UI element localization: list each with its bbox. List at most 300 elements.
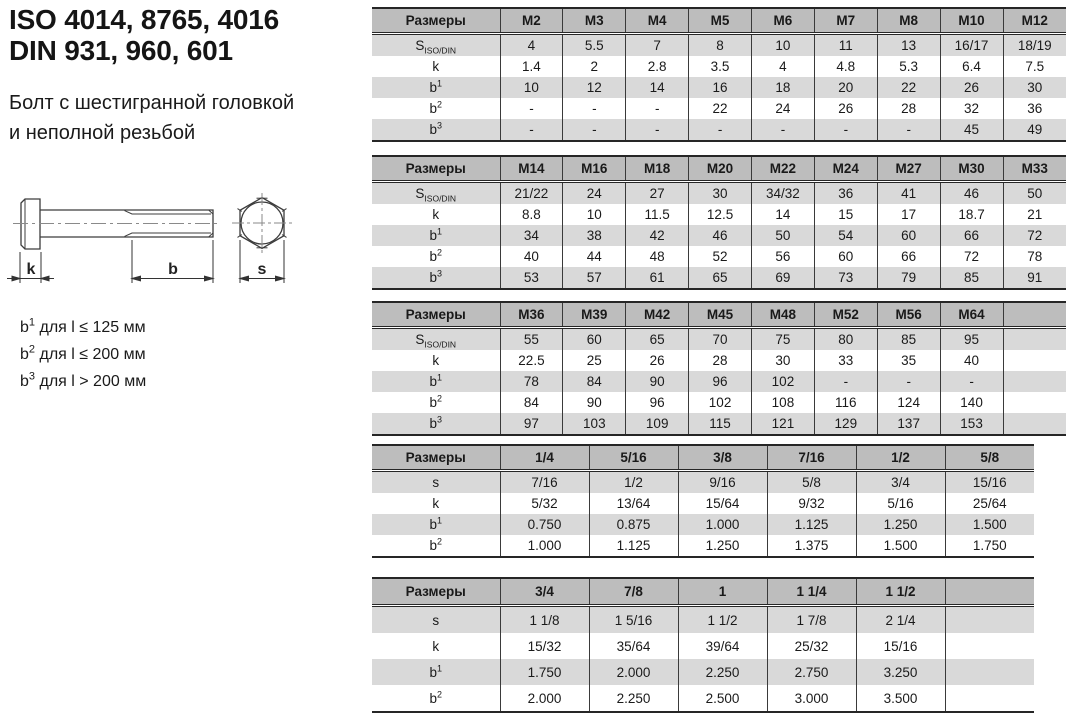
value-cell: 7	[626, 34, 689, 57]
column-header: 1/4	[500, 445, 589, 471]
size-column-header: Размеры	[372, 156, 500, 182]
table-header-row	[372, 156, 1066, 182]
value-cell: 15/64	[678, 493, 767, 514]
value-cell: 2.250	[678, 659, 767, 685]
table-header-row	[372, 8, 1066, 34]
value-cell: 1.750	[945, 535, 1034, 557]
value-cell: -	[877, 371, 940, 392]
value-cell: 3.000	[767, 685, 856, 712]
table-metric-m36-m64	[372, 301, 1066, 436]
column-header: M64	[940, 302, 1003, 328]
value-cell: 50	[752, 225, 815, 246]
value-cell: 91	[1003, 267, 1066, 289]
value-cell: 24	[563, 182, 626, 205]
column-header: M2	[500, 8, 563, 34]
value-cell: 48	[626, 246, 689, 267]
value-cell	[945, 633, 1034, 659]
column-header	[1003, 302, 1066, 328]
value-cell: 2 1/4	[856, 606, 945, 634]
column-header: M3	[563, 8, 626, 34]
value-cell: 42	[626, 225, 689, 246]
value-cell: 34/32	[752, 182, 815, 205]
column-header: M18	[626, 156, 689, 182]
column-header: M5	[689, 8, 752, 34]
table-row	[372, 659, 1034, 685]
value-cell: 1.375	[767, 535, 856, 557]
table-row	[372, 371, 1066, 392]
value-cell: 2	[563, 56, 626, 77]
value-cell: 11.5	[626, 204, 689, 225]
value-cell: 20	[814, 77, 877, 98]
value-cell: 18.7	[940, 204, 1003, 225]
dimension-table	[372, 301, 1066, 436]
value-cell: 3.5	[689, 56, 752, 77]
table-row	[372, 535, 1034, 557]
value-cell: 30	[1003, 77, 1066, 98]
value-cell: 6.4	[940, 56, 1003, 77]
column-header: M4	[626, 8, 689, 34]
table-row	[372, 225, 1066, 246]
bolt-drawing	[5, 172, 357, 322]
value-cell: 7/16	[500, 471, 589, 494]
value-cell: 26	[626, 350, 689, 371]
value-cell: 10	[500, 77, 563, 98]
value-cell: 33	[814, 350, 877, 371]
table-row	[372, 493, 1034, 514]
row-label: $b^2$	[372, 535, 500, 557]
value-cell: 11	[814, 34, 877, 57]
value-cell	[1003, 350, 1066, 371]
table-metric-m14-m33	[372, 155, 1066, 290]
value-cell: 57	[563, 267, 626, 289]
value-cell: 0.875	[589, 514, 678, 535]
value-cell: 1.750	[500, 659, 589, 685]
value-cell: 21/22	[500, 182, 563, 205]
value-cell	[1003, 328, 1066, 351]
column-header: 1 1/2	[856, 578, 945, 606]
value-cell: 53	[500, 267, 563, 289]
value-cell: 78	[500, 371, 563, 392]
value-cell: 85	[940, 267, 1003, 289]
value-cell: 1.500	[856, 535, 945, 557]
value-cell: 85	[877, 328, 940, 351]
value-cell: 140	[940, 392, 1003, 413]
column-header: 1	[678, 578, 767, 606]
footnotes	[20, 314, 146, 395]
dim-label-k: k	[26, 261, 36, 278]
row-label: k	[432, 496, 440, 511]
value-cell: 102	[752, 371, 815, 392]
value-cell: 1.125	[767, 514, 856, 535]
value-cell: 52	[689, 246, 752, 267]
column-header: M22	[752, 156, 815, 182]
column-header: M27	[877, 156, 940, 182]
value-cell: 35/64	[589, 633, 678, 659]
size-column-header: Размеры	[372, 8, 500, 34]
value-cell: 14	[752, 204, 815, 225]
value-cell: 22	[877, 77, 940, 98]
footnote-text: для l > 200 мм	[39, 373, 147, 390]
value-cell: 84	[500, 392, 563, 413]
value-cell: 18/19	[1003, 34, 1066, 57]
bolt-drawing-svg	[5, 172, 357, 322]
value-cell: 40	[500, 246, 563, 267]
row-label: $b^1$	[372, 225, 500, 246]
dimension-table	[372, 577, 1034, 713]
table-header-row	[372, 578, 1034, 606]
value-cell: 66	[940, 225, 1003, 246]
column-header: M30	[940, 156, 1003, 182]
value-cell: 15/16	[945, 471, 1034, 494]
value-cell: 90	[563, 392, 626, 413]
row-label: $b^3$	[372, 119, 500, 141]
value-cell: 22.5	[500, 350, 563, 371]
row-label: $b^2$	[429, 247, 443, 264]
value-cell: 8	[689, 34, 752, 57]
value-cell: 60	[814, 246, 877, 267]
value-cell: 137	[877, 413, 940, 435]
value-cell: 25/64	[945, 493, 1034, 514]
din-standards-line: DIN 931, 960, 601	[9, 35, 233, 66]
footnote-text: для l ≤ 125 мм	[39, 319, 146, 336]
value-cell	[1003, 371, 1066, 392]
value-cell: 1/2	[589, 471, 678, 494]
value-cell: 5/16	[856, 493, 945, 514]
value-cell: 96	[626, 392, 689, 413]
value-cell: 25	[563, 350, 626, 371]
value-cell: 35	[877, 350, 940, 371]
column-header: M39	[563, 302, 626, 328]
value-cell: 46	[940, 182, 1003, 205]
column-header: M14	[500, 156, 563, 182]
value-cell: 39/64	[678, 633, 767, 659]
value-cell: 5/8	[767, 471, 856, 494]
value-cell: 129	[814, 413, 877, 435]
size-column-header: Размеры	[372, 578, 500, 606]
value-cell: 124	[877, 392, 940, 413]
column-header: 3/4	[500, 578, 589, 606]
value-cell: 1.000	[500, 535, 589, 557]
value-cell: 96	[689, 371, 752, 392]
table-row	[372, 685, 1034, 712]
dim-label-b: b	[168, 261, 178, 278]
table-row	[372, 34, 1066, 57]
value-cell: 38	[563, 225, 626, 246]
value-cell: -	[940, 371, 1003, 392]
value-cell: 54	[814, 225, 877, 246]
column-header: M16	[563, 156, 626, 182]
value-cell: 95	[940, 328, 1003, 351]
value-cell: 16	[689, 77, 752, 98]
column-header: M20	[689, 156, 752, 182]
value-cell: 103	[563, 413, 626, 435]
row-label: k	[432, 353, 440, 368]
value-cell: -	[500, 119, 563, 141]
column-header: 5/16	[589, 445, 678, 471]
column-header: 7/16	[767, 445, 856, 471]
value-cell	[945, 685, 1034, 712]
value-cell: 34	[500, 225, 563, 246]
table-row	[372, 98, 1066, 119]
dimension-table	[372, 444, 1034, 558]
value-cell: 2.000	[500, 685, 589, 712]
row-label: $S_{ISO/DIN}$	[372, 328, 500, 351]
value-cell: 24	[752, 98, 815, 119]
value-cell: 10	[563, 204, 626, 225]
value-cell: 55	[500, 328, 563, 351]
value-cell	[1003, 413, 1066, 435]
value-cell: -	[752, 119, 815, 141]
value-cell: 13	[877, 34, 940, 57]
value-cell: -	[563, 98, 626, 119]
value-cell: 36	[1003, 98, 1066, 119]
table-row	[372, 328, 1066, 351]
table-row	[372, 606, 1034, 634]
value-cell: 60	[877, 225, 940, 246]
column-header: 1/2	[856, 445, 945, 471]
row-label: $b^3$	[372, 413, 500, 435]
value-cell: -	[689, 119, 752, 141]
table-row	[372, 514, 1034, 535]
column-header: M6	[752, 8, 815, 34]
value-cell: 1 5/16	[589, 606, 678, 634]
value-cell: 17	[877, 204, 940, 225]
column-header: M24	[814, 156, 877, 182]
value-cell: 80	[814, 328, 877, 351]
value-cell: 2.8	[626, 56, 689, 77]
value-cell: 108	[752, 392, 815, 413]
value-cell: -	[814, 371, 877, 392]
value-cell: 4	[752, 56, 815, 77]
column-header: 7/8	[589, 578, 678, 606]
value-cell: 79	[877, 267, 940, 289]
table-row	[372, 633, 1034, 659]
value-cell: 8.8	[500, 204, 563, 225]
value-cell: 26	[940, 77, 1003, 98]
value-cell: 46	[689, 225, 752, 246]
value-cell: 73	[814, 267, 877, 289]
column-header	[945, 578, 1034, 606]
value-cell: 70	[689, 328, 752, 351]
size-column-header: Размеры	[372, 445, 500, 471]
table-metric-m2-m12	[372, 7, 1066, 142]
dimension-table	[372, 7, 1066, 142]
value-cell: 1.250	[856, 514, 945, 535]
value-cell: 3.500	[856, 685, 945, 712]
value-cell: 69	[752, 267, 815, 289]
value-cell	[945, 659, 1034, 685]
row-label: s	[372, 606, 500, 634]
value-cell: 27	[626, 182, 689, 205]
table-inch-3-4-to-1-1-2	[372, 577, 1034, 713]
value-cell: 1.000	[678, 514, 767, 535]
footnote-symbol: b	[20, 319, 29, 336]
value-cell: 21	[1003, 204, 1066, 225]
value-cell: 22	[689, 98, 752, 119]
row-label: $S_{ISO/DIN}$	[372, 182, 500, 205]
table-row	[372, 56, 1066, 77]
value-cell: 4.8	[814, 56, 877, 77]
size-column-header: Размеры	[372, 302, 500, 328]
value-cell: 44	[563, 246, 626, 267]
footnote-text: для l ≤ 200 мм	[39, 346, 146, 363]
value-cell	[1003, 392, 1066, 413]
table-row	[372, 77, 1066, 98]
column-header: M8	[877, 8, 940, 34]
standards-title	[9, 4, 279, 66]
hex-center-lines	[232, 193, 292, 253]
value-cell: -	[814, 119, 877, 141]
value-cell: 12	[563, 77, 626, 98]
row-label: $b^3$	[372, 267, 500, 289]
dim-label-s: s	[257, 261, 267, 278]
value-cell: 72	[1003, 225, 1066, 246]
value-cell: 0.750	[500, 514, 589, 535]
column-header: M48	[752, 302, 815, 328]
value-cell: 56	[752, 246, 815, 267]
value-cell: -	[500, 98, 563, 119]
value-cell: 30	[752, 350, 815, 371]
value-cell: 2.250	[589, 685, 678, 712]
value-cell: -	[877, 119, 940, 141]
value-cell: 25/32	[767, 633, 856, 659]
row-label: k	[432, 638, 440, 654]
row-label: s	[372, 471, 500, 494]
column-header: M56	[877, 302, 940, 328]
column-header: M52	[814, 302, 877, 328]
value-cell: -	[563, 119, 626, 141]
value-cell: 84	[563, 371, 626, 392]
table-row	[372, 471, 1034, 494]
value-cell: 2.000	[589, 659, 678, 685]
footnote-sup: 2	[28, 343, 36, 356]
row-label: $b^2$	[372, 685, 500, 712]
row-label: k	[432, 207, 440, 222]
value-cell: 109	[626, 413, 689, 435]
row-label: $S_{ISO/DIN}$	[372, 34, 500, 57]
value-cell: 97	[500, 413, 563, 435]
value-cell	[945, 606, 1034, 634]
value-cell: 1.125	[589, 535, 678, 557]
column-header: M45	[689, 302, 752, 328]
table-header-row	[372, 302, 1066, 328]
column-header: M12	[1003, 8, 1066, 34]
value-cell: 15/16	[856, 633, 945, 659]
value-cell: 78	[1003, 246, 1066, 267]
value-cell: 1 1/8	[500, 606, 589, 634]
value-cell: 9/32	[767, 493, 856, 514]
value-cell: 5/32	[500, 493, 589, 514]
row-label: $b^1$	[372, 659, 500, 685]
value-cell: 50	[1003, 182, 1066, 205]
value-cell: 4	[500, 34, 563, 57]
footnote-sup: 1	[28, 316, 36, 329]
value-cell: 28	[689, 350, 752, 371]
value-cell: 75	[752, 328, 815, 351]
value-cell: 1.250	[678, 535, 767, 557]
value-cell: 10	[752, 34, 815, 57]
value-cell: 1 1/2	[678, 606, 767, 634]
column-header: M42	[626, 302, 689, 328]
footnote-b3	[20, 368, 146, 395]
table-row	[372, 392, 1066, 413]
value-cell: 15/32	[500, 633, 589, 659]
row-label: $b^1$	[372, 514, 500, 535]
value-cell: 90	[626, 371, 689, 392]
value-cell: 16/17	[940, 34, 1003, 57]
footnote-symbol: b	[20, 373, 29, 390]
footnote-b1	[20, 314, 146, 341]
value-cell: 2.500	[678, 685, 767, 712]
value-cell: 115	[689, 413, 752, 435]
value-cell: 61	[626, 267, 689, 289]
value-cell: -	[626, 98, 689, 119]
value-cell: 60	[563, 328, 626, 351]
value-cell: 116	[814, 392, 877, 413]
value-cell: 3.250	[856, 659, 945, 685]
column-header: M10	[940, 8, 1003, 34]
iso-standards-line: ISO 4014, 8765, 4016	[9, 4, 279, 35]
value-cell: 1.4	[500, 56, 563, 77]
footnote-symbol: b	[20, 346, 29, 363]
table-row	[372, 413, 1066, 435]
value-cell: 41	[877, 182, 940, 205]
column-header: M7	[814, 8, 877, 34]
value-cell: -	[626, 119, 689, 141]
footnote-sup: 3	[28, 370, 36, 383]
column-header: 5/8	[945, 445, 1034, 471]
value-cell: 66	[877, 246, 940, 267]
value-cell: 3/4	[856, 471, 945, 494]
footnote-b2	[20, 341, 146, 368]
product-name-line2: и неполной резьбой	[9, 122, 196, 144]
value-cell: 36	[814, 182, 877, 205]
table-row	[372, 182, 1066, 205]
value-cell: 26	[814, 98, 877, 119]
value-cell: 153	[940, 413, 1003, 435]
table-row	[372, 204, 1066, 225]
value-cell: 15	[814, 204, 877, 225]
row-label: $b^1$	[372, 77, 500, 98]
column-header: M33	[1003, 156, 1066, 182]
value-cell: 13/64	[589, 493, 678, 514]
value-cell: 121	[752, 413, 815, 435]
product-name-line1: Болт с шестигранной головкой	[9, 92, 295, 114]
table-row	[372, 267, 1066, 289]
value-cell: 12.5	[689, 204, 752, 225]
column-header: M36	[500, 302, 563, 328]
value-cell: 9/16	[678, 471, 767, 494]
value-cell: 65	[689, 267, 752, 289]
product-name	[9, 88, 294, 148]
value-cell: 30	[689, 182, 752, 205]
value-cell: 2.750	[767, 659, 856, 685]
row-label: $b^2$	[429, 99, 443, 116]
table-row	[372, 350, 1066, 371]
value-cell: 14	[626, 77, 689, 98]
dimension-table	[372, 155, 1066, 290]
value-cell: 45	[940, 119, 1003, 141]
value-cell: 1.500	[945, 514, 1034, 535]
value-cell: 49	[1003, 119, 1066, 141]
value-cell: 40	[940, 350, 1003, 371]
value-cell: 65	[626, 328, 689, 351]
value-cell: 5.3	[877, 56, 940, 77]
value-cell: 102	[689, 392, 752, 413]
table-row	[372, 246, 1066, 267]
row-label: $b^1$	[372, 371, 500, 392]
value-cell: 1 7/8	[767, 606, 856, 634]
